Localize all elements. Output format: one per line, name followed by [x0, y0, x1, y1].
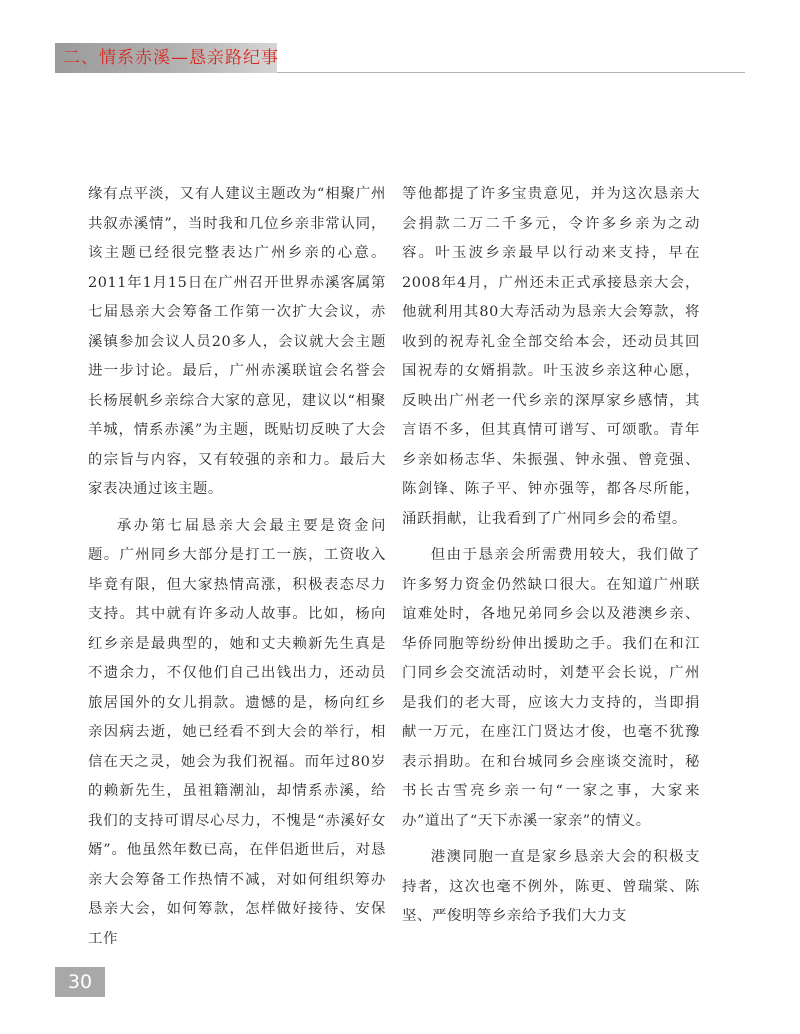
body-paragraph: 缘有点平淡，又有人建议主题改为“相聚广州共叙赤溪情”，当时我和几位乡亲非常认同，该主题已经很完整表达广州乡亲的心意。2011年1月15日在广州召开世界赤溪客属第七届恳亲大会筹备工作第一次扩大会议，赤溪镇参加会议人员20多人，会议就大会主题进一步讨论。最后，广州赤溪联谊会名誉会长杨展帆乡亲综合大家的意见，建议以“相聚羊城，情系赤溪”为主题，既贴切反映了大会的宗旨与内容，又有较强的亲和力。最后大家表决通过该主题。 — [88, 186, 386, 497]
right-text-column — [402, 180, 700, 932]
body-paragraph: 但由于恳亲会所需费用较大，我们做了许多努力资金仍然缺口很大。在知道广州联谊难处时，各地兄弟同乡会以及港澳乡亲、华侨同胞等纷纷伸出援助之手。我们在和江门同乡会交流活动时，刘楚平会长说，广州是我们的老大哥，应该大力支持的，当即捐献一万元，在座江门贤达才俊，也毫不犹豫表示捐助。在和台城同乡会座谈交流时，秘书长古雪亮乡亲一句“一家之事，大家来办”道出了“天下赤溪一家亲”的情义。 — [402, 547, 700, 829]
section-header-band — [55, 43, 277, 73]
body-paragraph: 港澳同胞一直是家乡恳亲大会的积极支持者，这次也毫不例外，陈更、曾瑞棠、陈坚、严俊明等乡亲给予我们大力支 — [402, 849, 700, 924]
body-paragraph: 等他都提了许多宝贵意见，并为这次恳亲大会捐款二万二千多元，令许多乡亲为之动容。叶玉波乡亲最早以行动来支持，早在2008年4月，广州还未正式承接恳亲大会，他就利用其80大寿活动为恳亲大会筹款，将收到的祝寿礼金全部交给本会，还动员其回国祝寿的女婿捐款。叶玉波乡亲这种心愿，反映出广州老一代乡亲的深厚家乡感情，其言语不多，但其真情可谱写、可颂歌。青年乡亲如杨志华、朱振强、钟永强、曾竞强、陈剑锋、陈子平、钟亦强等，都各尽所能，涌跃捐献，让我看到了广州同乡会的希望。 — [402, 186, 700, 527]
section-title: 二、情系赤溪—恳亲路纪事 — [63, 48, 279, 68]
page-number-box — [55, 967, 105, 997]
left-text-column — [88, 180, 386, 954]
page-number: 30 — [67, 971, 93, 993]
body-paragraph: 承办第七届恳亲大会最主要是资金问题。广州同乡大部分是打工一族，工资收入毕竟有限，但大家热情高涨，积极表态尽力支持。其中就有许多动人故事。比如，杨向红乡亲是最典型的，她和丈夫赖新先生真是不遗余力，不仅他们自己出钱出力，还动员旅居国外的女儿捐款。遗憾的是，杨向红乡亲因病去逝，她已经看不到大会的举行，相信在天之灵，她会为我们祝福。而年过80岁的赖新先生，虽祖籍潮汕，却情系赤溪，给我们的支持可谓尽心尽力，不愧是“赤溪好女婿”。他虽然年数已高，在伴侣逝世后，对恳亲大会筹备工作热情不减，对如何组织筹办恳亲大会，如何筹款，怎样做好接待、安保工作 — [88, 517, 386, 947]
header-divider — [277, 72, 745, 73]
